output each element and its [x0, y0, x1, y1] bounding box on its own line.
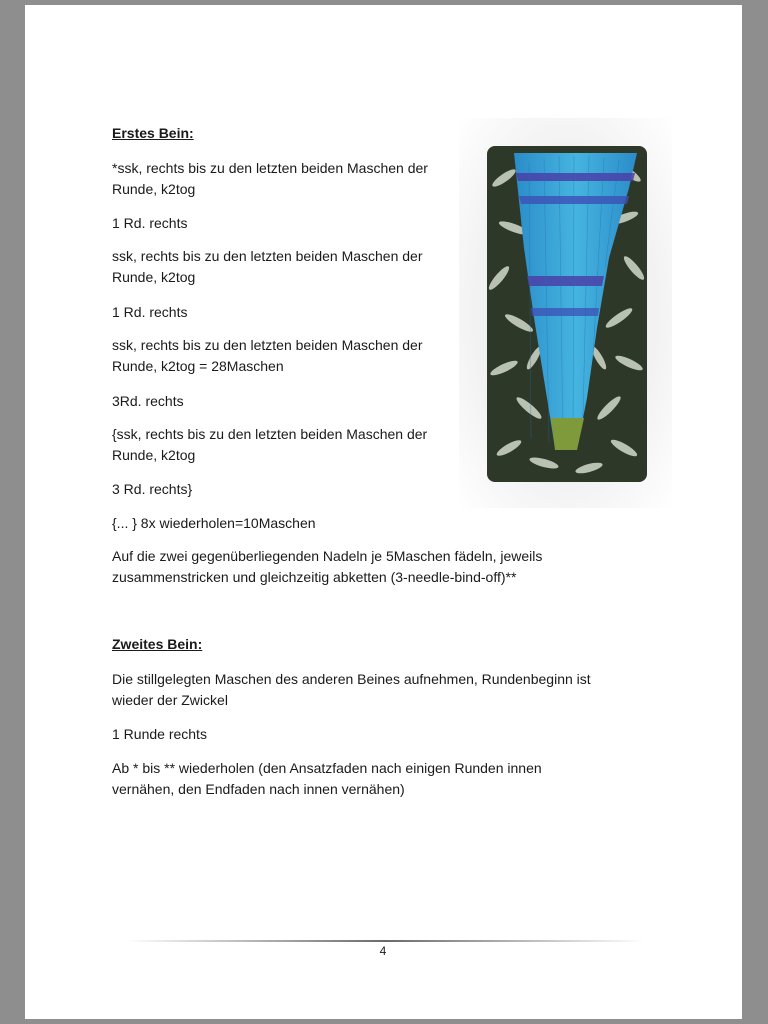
text-line: Die stillgelegten Maschen des anderen Beines aufnehmen, Rundenbeginn ist	[112, 671, 591, 687]
text-line: 3 Rd. rechts}	[112, 481, 193, 497]
text-line: Auf die zwei gegenüberliegenden Nadeln je 5Maschen fädeln, jeweils	[112, 548, 543, 564]
text-line: Runde, k2tog	[112, 447, 196, 463]
paragraph-round-2	[112, 302, 187, 323]
section-heading-first-leg: Erstes Bein:	[112, 125, 194, 141]
knitted-leg-image	[459, 118, 672, 508]
paragraph-ssk-2	[112, 246, 423, 288]
text-line: {... } 8x wiederholen=10Maschen	[112, 515, 316, 531]
footer-divider	[125, 940, 645, 942]
text-line: wieder der Zwickel	[112, 692, 228, 708]
text-line: Ab * bis ** wiederholen (den Ansatzfaden nach einigen Runden innen	[112, 760, 542, 776]
text-line: Runde, k2tog	[112, 181, 196, 197]
text-line: vernähen, den Endfaden nach innen vernähen)	[112, 781, 405, 797]
page-number: 4	[379, 944, 387, 958]
paragraph-repeat-finish	[112, 758, 542, 800]
text-line: {ssk, rechts bis zu den letzten beiden Maschen der	[112, 426, 428, 442]
text-line: 3Rd. rechts	[112, 393, 184, 409]
knitted-leg-photo	[459, 118, 672, 508]
text-line: ssk, rechts bis zu den letzten beiden Maschen der	[112, 337, 423, 353]
section-heading-second-leg: Zweites Bein:	[112, 636, 203, 652]
text-line: ssk, rechts bis zu den letzten beiden Maschen der	[112, 248, 423, 264]
paragraph-round-1	[112, 213, 187, 234]
paragraph-bind-off	[112, 546, 542, 588]
paragraph-round-3	[112, 391, 184, 412]
text-line: 1 Rd. rechts	[112, 215, 188, 231]
paragraph-ssk-1	[112, 158, 428, 200]
text-line: Runde, k2tog = 28Maschen	[112, 358, 284, 374]
text-line: *ssk, rechts bis zu den letzten beiden Maschen der	[112, 160, 428, 176]
paragraph-repeat-8x	[112, 513, 316, 534]
paragraph-pick-up	[112, 669, 591, 711]
paragraph-ssk-repeat	[112, 424, 427, 466]
paragraph-round-4	[112, 479, 192, 500]
text-line: zusammenstricken und gleichzeitig abketten (3-needle-bind-off)**	[112, 569, 517, 585]
text-line: 1 Runde rechts	[112, 726, 207, 742]
text-line: Runde, k2tog	[112, 269, 196, 285]
document-page	[25, 5, 742, 1019]
text-line: 1 Rd. rechts	[112, 304, 188, 320]
paragraph-one-round	[112, 724, 207, 745]
paragraph-ssk-3	[112, 335, 423, 377]
